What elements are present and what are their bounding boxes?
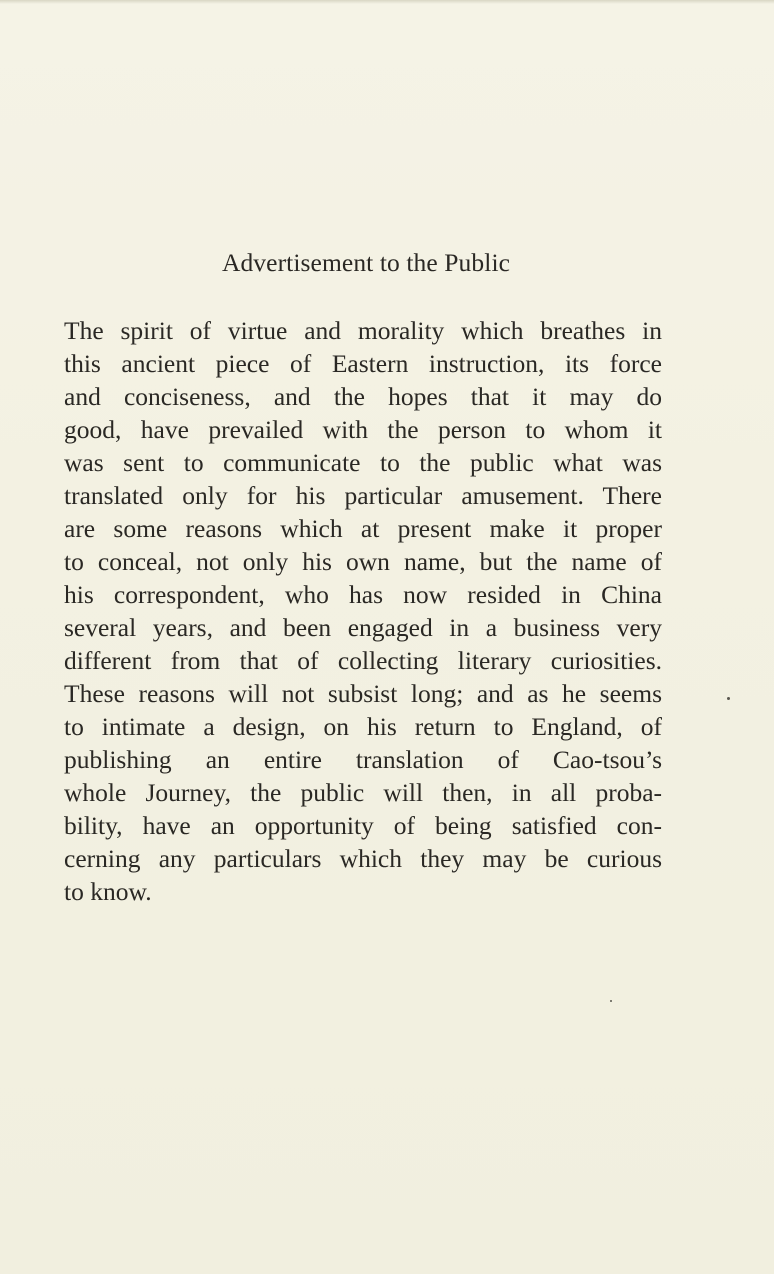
text-line: to conceal, not only his own name, but the name of <box>64 547 662 576</box>
text-line: different from that of collecting literary curiosities. <box>64 646 662 675</box>
text-line: was sent to communicate to the public what was <box>64 448 662 477</box>
page-heading: Advertisement to the Public <box>221 248 511 277</box>
text-line: The spirit of virtue and morality which breathes in <box>64 316 662 345</box>
text-line: good, have prevailed with the person to whom it <box>64 415 662 444</box>
text-line: These reasons will not subsist long; and as he seems <box>64 679 662 708</box>
body-paragraph <box>64 314 662 908</box>
text-line: translated only for his particular amusement. There <box>64 481 662 510</box>
text-line: to know. <box>64 877 152 906</box>
text-line: his correspondent, who has now resided in China <box>64 580 662 609</box>
text-line: to intimate a design, on his return to England, of <box>64 712 662 741</box>
text-line: publishing an entire translation of Cao-tsou’s <box>64 745 662 774</box>
page-top-edge <box>0 0 774 4</box>
text-line: and conciseness, and the hopes that it may do <box>64 382 662 411</box>
text-line: are some reasons which at present make it proper <box>64 514 662 543</box>
text-line: whole Journey, the public will then, in all proba- <box>64 778 662 807</box>
text-line: bility, have an opportunity of being satisfied con- <box>64 811 662 840</box>
paper-speck <box>610 1000 612 1002</box>
text-line: cerning any particulars which they may be curious <box>64 844 662 873</box>
text-line: several years, and been engaged in a business very <box>64 613 662 642</box>
paper-speck <box>727 697 730 700</box>
text-line: this ancient piece of Eastern instruction, its force <box>64 349 662 378</box>
